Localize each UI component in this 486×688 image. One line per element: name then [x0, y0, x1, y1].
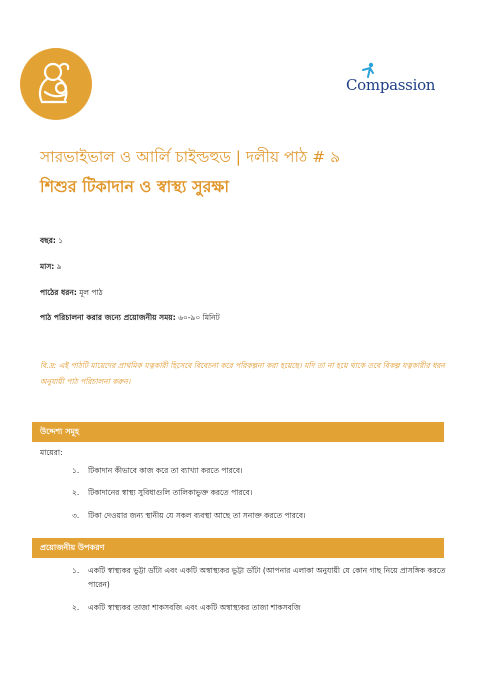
- item-number: ১.: [72, 566, 80, 575]
- item-text: টিকাদান কীভাবে কাজ করে তা ব্যাখ্যা করতে পারবে।: [88, 466, 243, 475]
- year-value: ১: [58, 236, 64, 245]
- material-item: [72, 601, 452, 615]
- objective-item: [72, 509, 452, 523]
- note-text: বি.দ্র: এই পাঠটি মায়েদের প্রাথমিক যত্নকারী হিসেবে বিবেচনা করে পরিকল্পনা করা হয়েছে। যদি তা না হয়ে থাকে তবে বিকল্প যত্নকারীর ধরন অনুযায়ী পাঠ পরিচালনা করুন।: [40, 361, 445, 386]
- time-label: পাঠ পরিচালনা করার জন্যে প্রয়োজনীয় সময়:: [40, 313, 176, 322]
- mother-child-logo: [20, 48, 92, 120]
- item-text: একটি স্বাস্থ্যকর ভুট্টা ডাঁটা এবং একটি অস্বাস্থ্যকর ভুট্টা ডাঁটা (আপনার এলাকা অনুযায়ী যে কোন গাছ নিয়ে প্রাসঙ্গিক করতে পারেন): [88, 566, 446, 589]
- item-text: টিকা দেওয়ার জন্য স্থানীয় যে সকল ব্যবস্থা আছে তা সনাক্ত করতে পারবে।: [88, 511, 306, 520]
- meta-year: [40, 236, 63, 248]
- month-value: ৯: [56, 262, 62, 271]
- brand-name: Compassion: [346, 76, 436, 94]
- materials-heading-bar: [32, 538, 444, 558]
- objective-item: [72, 486, 452, 500]
- objectives-intro: মায়েরা:: [40, 448, 63, 457]
- lesson-title: শিশুর টিকাদান ও স্বাস্থ্য সুরক্ষা: [40, 177, 229, 196]
- time-value: ৬০-৯০ মিনিট: [178, 313, 220, 322]
- item-number: ৩.: [72, 511, 80, 520]
- item-text: একটি স্বাস্থ্যকর তাজা শাকসবজি এবং একটি অস্বাস্থ্যকর তাজা শাকসবজি: [88, 603, 301, 612]
- item-number: ২.: [72, 488, 80, 497]
- meta-time: [40, 313, 220, 325]
- materials-heading: প্রয়োজনীয় উপকরণ: [40, 543, 105, 552]
- material-item: [72, 564, 452, 592]
- item-text: টিকাদানের স্বাস্থ্য সুবিধাগুলি তালিকাভুক্ত করতে পারবে।: [88, 488, 253, 497]
- item-number: ২.: [72, 603, 80, 612]
- meta-lesson-type: [40, 288, 103, 300]
- month-label: মাস:: [40, 262, 55, 271]
- objectives-heading: উদ্দেশ্য সমূহ: [40, 427, 80, 436]
- compassion-logo: [346, 64, 446, 100]
- year-label: বছর:: [40, 236, 56, 245]
- program-title: সারভাইভাল ও আর্লি চাইল্ডহুড | দলীয় পাঠ # ৯: [40, 148, 341, 166]
- meta-month: [40, 262, 62, 274]
- objectives-heading-bar: [32, 422, 444, 442]
- mother-child-icon: [20, 48, 92, 120]
- type-label: পাঠের ধরন:: [40, 288, 77, 297]
- item-number: ১.: [72, 466, 80, 475]
- objective-item: [72, 464, 452, 478]
- type-value: মূল পাঠ: [79, 288, 103, 297]
